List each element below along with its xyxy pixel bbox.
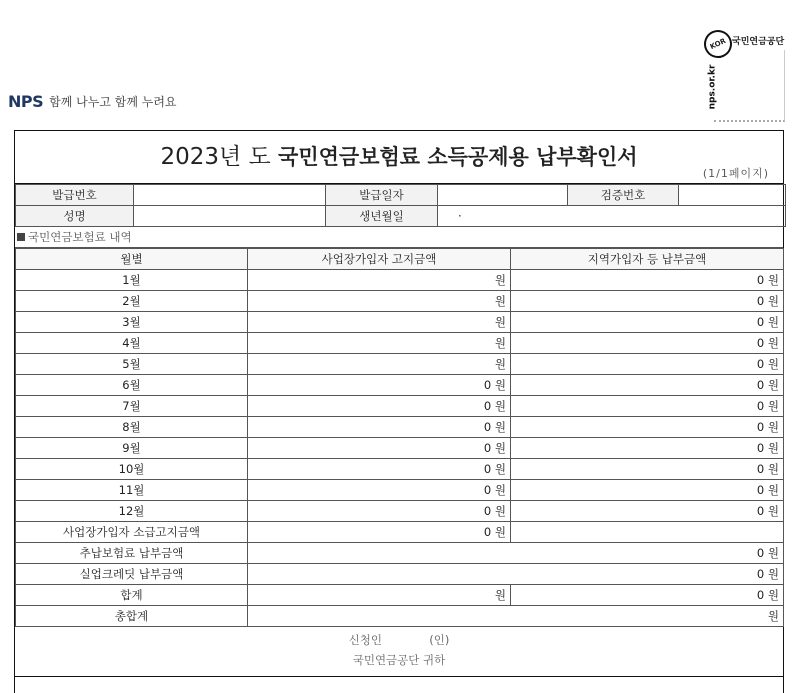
col-month: 월별 — [16, 249, 248, 270]
issue-info-table — [15, 184, 786, 227]
biz-amount: 원 — [248, 312, 511, 333]
regional-amount: 0 원 — [511, 417, 784, 438]
regional-amount: 0 원 — [511, 396, 784, 417]
applicant-name-blank — [386, 634, 426, 648]
extra-label: 추납보험료 납부금액 — [16, 543, 248, 564]
regional-amount: 0 원 — [511, 312, 784, 333]
document-title — [15, 138, 783, 171]
month-row — [16, 459, 784, 480]
month-row — [16, 480, 784, 501]
applicant-label: 신청인 — [348, 633, 382, 647]
signature-area — [15, 627, 783, 677]
retro-empty — [511, 522, 784, 543]
addressee: 국민연금공단 귀하 — [352, 653, 446, 667]
page-header — [0, 0, 806, 130]
stamp-box — [714, 50, 785, 122]
month-label: 7월 — [16, 396, 248, 417]
biz-amount: 0 원 — [248, 417, 511, 438]
biz-amount: 원 — [248, 333, 511, 354]
issue-date-label: 발급일자 — [326, 185, 438, 206]
extra-row — [16, 543, 784, 564]
regional-amount: 0 원 — [511, 354, 784, 375]
month-label: 10월 — [16, 459, 248, 480]
sum-biz: 원 — [248, 585, 511, 606]
month-label: 5월 — [16, 354, 248, 375]
regional-amount: 0 원 — [511, 333, 784, 354]
month-label: 9월 — [16, 438, 248, 459]
month-row — [16, 270, 784, 291]
regional-amount: 0 원 — [511, 291, 784, 312]
col-regional: 지역가입자 등 납부금액 — [511, 249, 784, 270]
applicant-line — [15, 630, 783, 650]
biz-amount: 0 원 — [248, 396, 511, 417]
unemp-row — [16, 564, 784, 585]
official-stamp — [704, 30, 786, 122]
month-row — [16, 354, 784, 375]
sum-regional: 0 원 — [511, 585, 784, 606]
regional-amount: 0 원 — [511, 375, 784, 396]
biz-amount: 원 — [248, 270, 511, 291]
sum-label: 합계 — [16, 585, 248, 606]
month-row — [16, 312, 784, 333]
stamp-org-name: 국민연금공단 — [732, 37, 785, 47]
month-label: 3월 — [16, 312, 248, 333]
issue-no-value — [134, 185, 326, 206]
regional-amount: 0 원 — [511, 501, 784, 522]
month-row — [16, 375, 784, 396]
seal-label: (인) — [429, 633, 450, 647]
verify-no-label: 검증번호 — [568, 185, 679, 206]
section-bullet-icon — [17, 233, 25, 241]
issue-date-value — [438, 185, 568, 206]
stamp-badge: KOR — [699, 25, 736, 62]
month-label: 1월 — [16, 270, 248, 291]
name-value — [134, 206, 326, 227]
nps-logo-mark: NPS — [8, 92, 44, 111]
month-row — [16, 396, 784, 417]
biz-amount: 원 — [248, 354, 511, 375]
regional-amount: 0 원 — [511, 480, 784, 501]
regional-amount: 0 원 — [511, 459, 784, 480]
col-biz: 사업장가입자 고지금액 — [248, 249, 511, 270]
biz-amount: 0 원 — [248, 480, 511, 501]
nps-logo — [8, 92, 177, 111]
verify-no-value — [679, 185, 786, 206]
issue-no-label: 발급번호 — [16, 185, 134, 206]
regional-amount: 0 원 — [511, 270, 784, 291]
biz-amount: 원 — [248, 291, 511, 312]
unemp-value: 0 원 — [248, 564, 784, 585]
section-header — [15, 227, 783, 248]
regional-amount: 0 원 — [511, 438, 784, 459]
name-label: 성명 — [16, 206, 134, 227]
month-label: 11월 — [16, 480, 248, 501]
biz-amount: 0 원 — [248, 375, 511, 396]
total-row — [16, 606, 784, 627]
month-label: 8월 — [16, 417, 248, 438]
month-row — [16, 333, 784, 354]
stamp-url: nps.or.kr — [707, 64, 718, 110]
month-label: 4월 — [16, 333, 248, 354]
month-label: 12월 — [16, 501, 248, 522]
unemp-label: 실업크레딧 납부금액 — [16, 564, 248, 585]
title-main: 국민연금보험료 소득공제용 납부확인서 — [278, 145, 638, 169]
retro-value: 0 원 — [248, 522, 511, 543]
extra-value: 0 원 — [248, 543, 784, 564]
premium-table — [15, 248, 784, 627]
confirmation-document — [14, 130, 784, 693]
biz-amount: 0 원 — [248, 438, 511, 459]
retro-row — [16, 522, 784, 543]
page-indicator: (1/1페이지) — [702, 167, 769, 180]
total-value: 원 — [248, 606, 784, 627]
month-row — [16, 417, 784, 438]
month-row — [16, 501, 784, 522]
sum-row — [16, 585, 784, 606]
month-label: 6월 — [16, 375, 248, 396]
biz-amount: 0 원 — [248, 459, 511, 480]
retro-label: 사업장가입자 소급고지금액 — [16, 522, 248, 543]
biz-amount: 0 원 — [248, 501, 511, 522]
section-title: 국민연금보험료 내역 — [28, 230, 132, 244]
title-row — [15, 131, 783, 184]
title-year: 2023년 도 — [160, 144, 271, 170]
birth-value: · — [438, 206, 786, 227]
premium-table-header — [16, 249, 784, 270]
total-label: 총합계 — [16, 606, 248, 627]
month-row — [16, 291, 784, 312]
slogan: 함께 나누고 함께 누려요 — [49, 95, 177, 109]
birth-label: 생년월일 — [326, 206, 438, 227]
month-label: 2월 — [16, 291, 248, 312]
month-row — [16, 438, 784, 459]
